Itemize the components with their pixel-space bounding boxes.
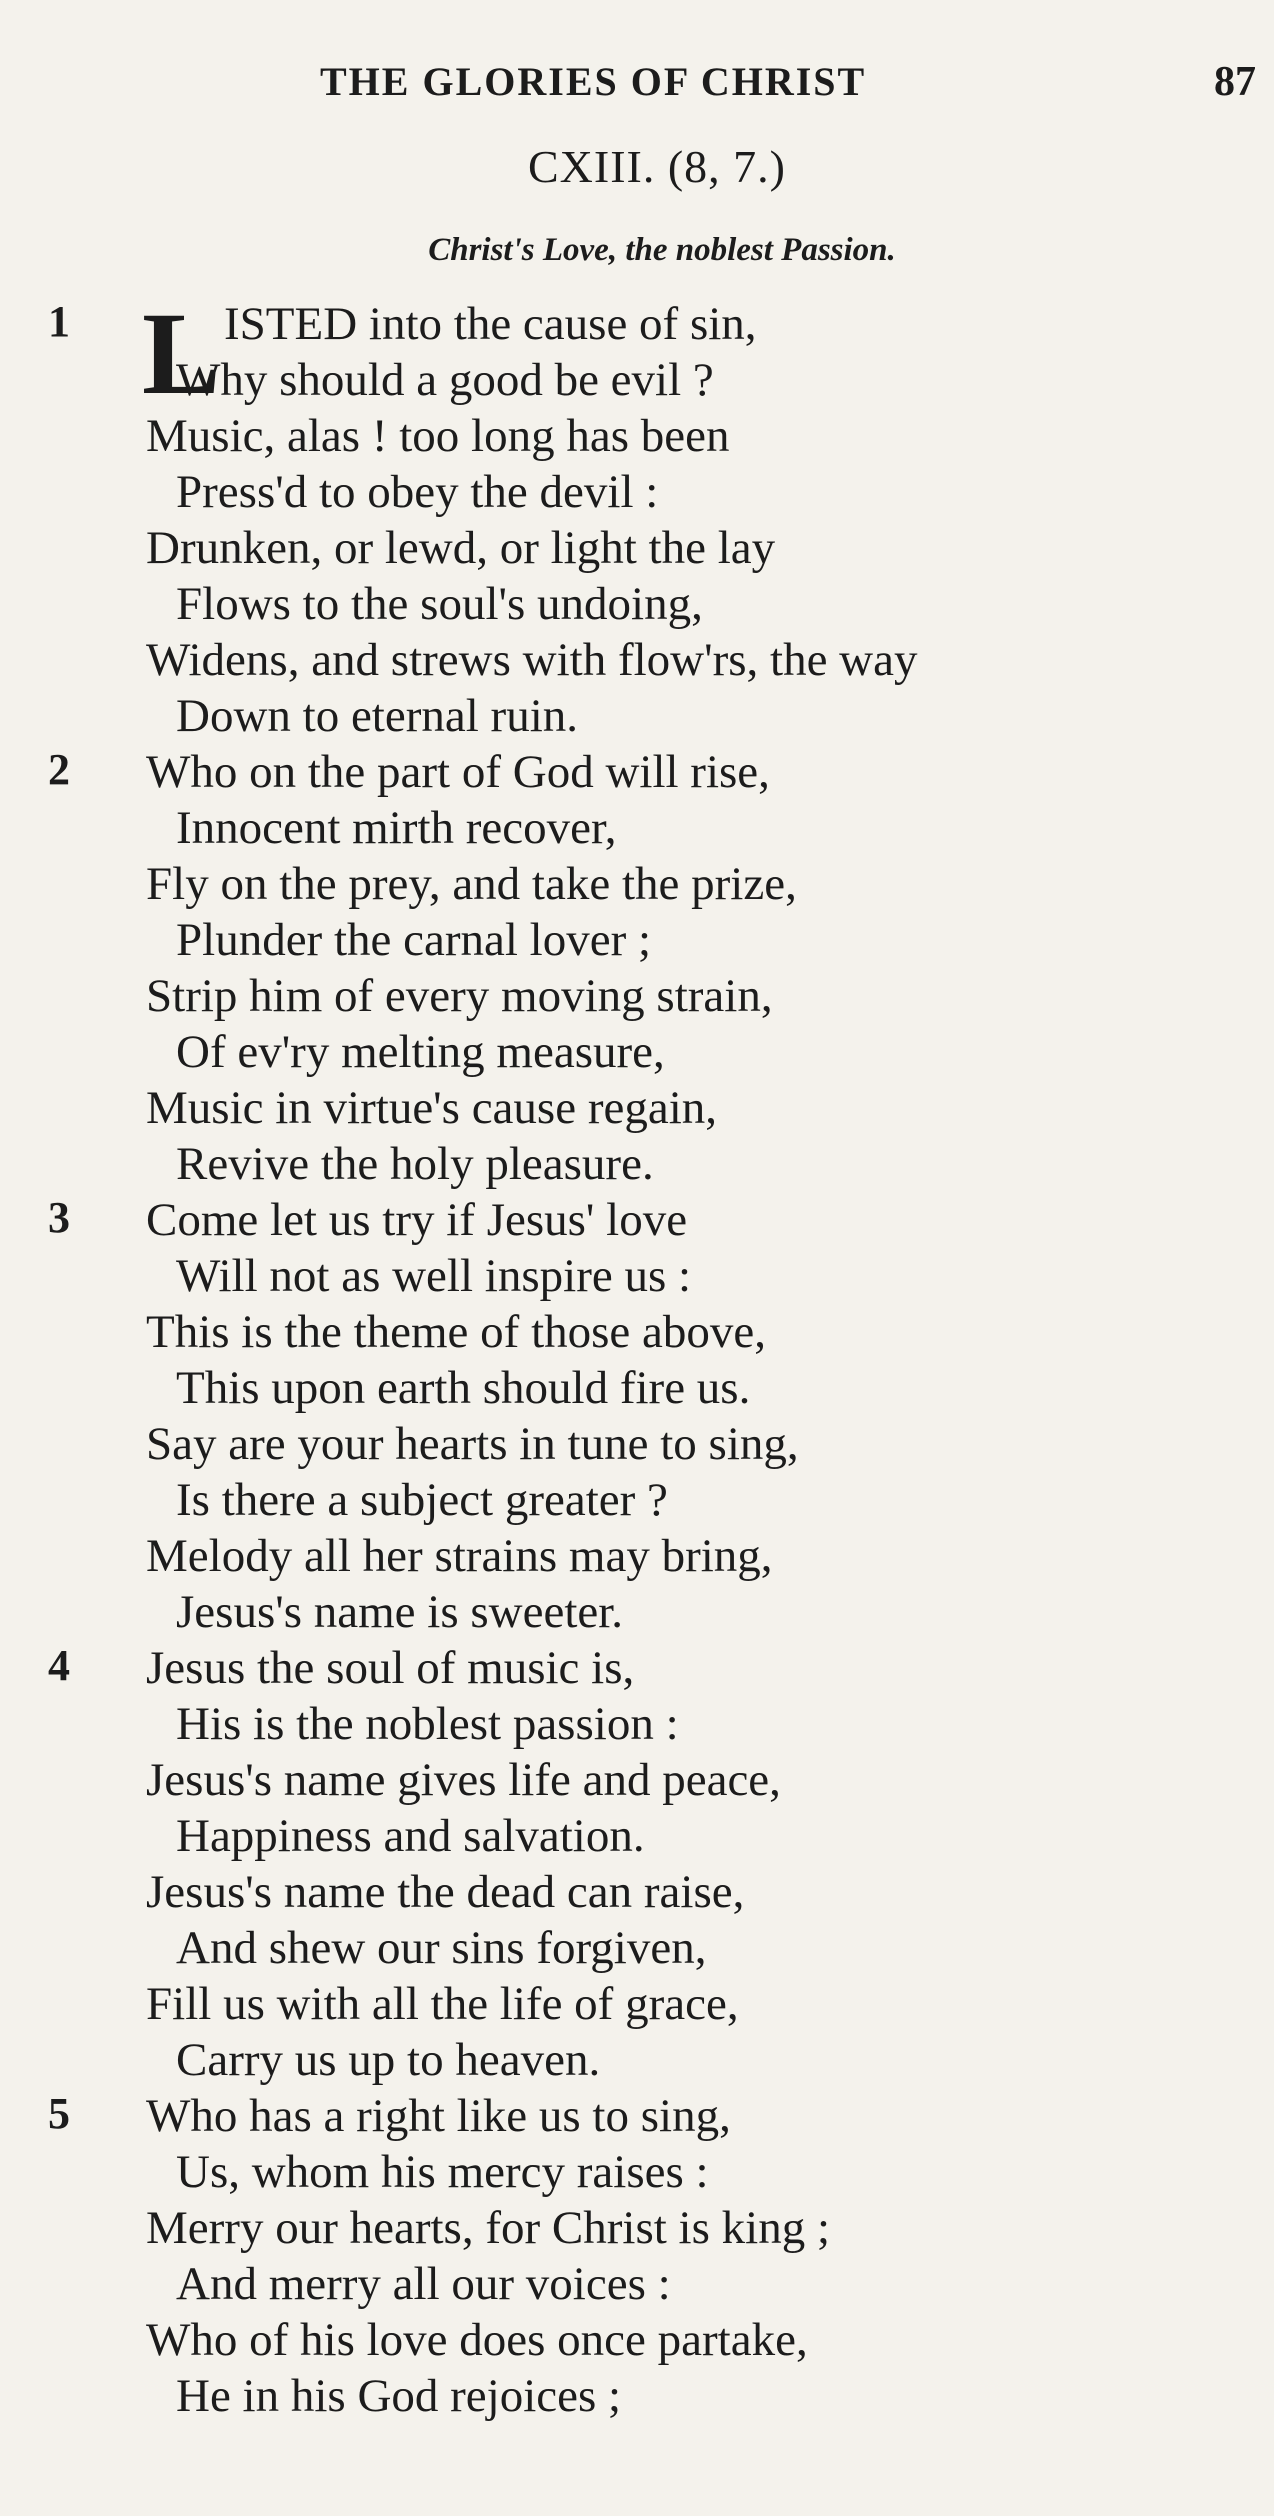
verse-4 <box>0 1640 1274 2088</box>
verse-line: And merry all our voices : <box>176 2258 671 2310</box>
verse-number: 1 <box>48 297 70 346</box>
verse-line: This is the theme of those above, <box>146 1306 766 1358</box>
verse-line: Drunken, or lewd, or light the lay <box>146 522 776 574</box>
verse-line: Jesus's name gives life and peace, <box>146 1754 781 1806</box>
verse-line: Flows to the soul's undoing, <box>176 578 703 630</box>
verse-line: Press'd to obey the devil : <box>176 466 659 518</box>
verse-line: Music in virtue's cause regain, <box>146 1082 717 1134</box>
verse-number: 3 <box>48 1193 70 1242</box>
verse-line: Plunder the carnal lover ; <box>176 914 652 966</box>
verse-line: Innocent mirth recover, <box>176 802 617 854</box>
verse-line: Who of his love does once partake, <box>146 2314 808 2366</box>
verse-line: Come let us try if Jesus' love <box>146 1194 688 1246</box>
verse-1 <box>0 288 1274 744</box>
hymn-title: Christ's Love, the noblest Passion. <box>428 232 896 268</box>
verse-line: Widens, and strews with flow'rs, the way <box>146 634 918 686</box>
drop-cap: L <box>142 288 221 419</box>
verse-line: Melody all her strains may bring, <box>146 1530 773 1582</box>
verse-line: Jesus the soul of music is, <box>146 1642 635 1694</box>
verse-line: ISTED into the cause of sin, <box>224 298 757 350</box>
running-head: THE GLORIES OF CHRIST <box>320 59 867 104</box>
verse-5 <box>0 2088 1274 2424</box>
verse-line: Say are your hearts in tune to sing, <box>146 1418 799 1470</box>
verse-line: Why should a good be evil ? <box>176 354 714 406</box>
verse-line: Strip him of every moving strain, <box>146 970 773 1022</box>
page-number: 87 <box>1214 59 1256 105</box>
verse-line: Of ev'ry melting measure, <box>176 1026 665 1078</box>
verse-line: Down to eternal ruin. <box>176 690 579 742</box>
verse-line: Jesus's name is sweeter. <box>176 1586 624 1638</box>
verse-line: Will not as well inspire us : <box>176 1250 692 1302</box>
verse-line: Is there a subject greater ? <box>176 1474 668 1526</box>
verse-line: His is the noblest passion : <box>176 1698 679 1750</box>
verse-line: Revive the holy pleasure. <box>176 1138 654 1190</box>
verse-number: 2 <box>48 745 70 794</box>
verse-line: Who has a right like us to sing, <box>146 2090 731 2142</box>
verse-line: Fill us with all the life of grace, <box>146 1978 739 2030</box>
verse-line: Jesus's name the dead can raise, <box>146 1866 745 1918</box>
verse-line: Fly on the prey, and take the prize, <box>146 858 797 910</box>
verse-number: 5 <box>48 2089 70 2138</box>
verse-line: Us, whom his mercy raises : <box>176 2146 709 2198</box>
verse-2 <box>0 744 1274 1192</box>
verse-3 <box>0 1192 1274 1640</box>
verse-line: And shew our sins forgiven, <box>176 1922 707 1974</box>
hymn-verses <box>0 288 1274 2424</box>
verse-line: Carry us up to heaven. <box>176 2034 601 2086</box>
verse-line: Who on the part of God will rise, <box>146 746 770 798</box>
verse-line: Merry our hearts, for Christ is king ; <box>146 2202 831 2254</box>
verse-line: Happiness and salvation. <box>176 1810 645 1862</box>
verse-line: This upon earth should fire us. <box>176 1362 751 1414</box>
verse-line: Music, alas ! too long has been <box>146 410 730 462</box>
verse-number: 4 <box>48 1641 70 1690</box>
hymn-number: CXIII. (8, 7.) <box>528 141 786 192</box>
page-header <box>0 58 1274 118</box>
verse-line: He in his God rejoices ; <box>176 2370 622 2422</box>
